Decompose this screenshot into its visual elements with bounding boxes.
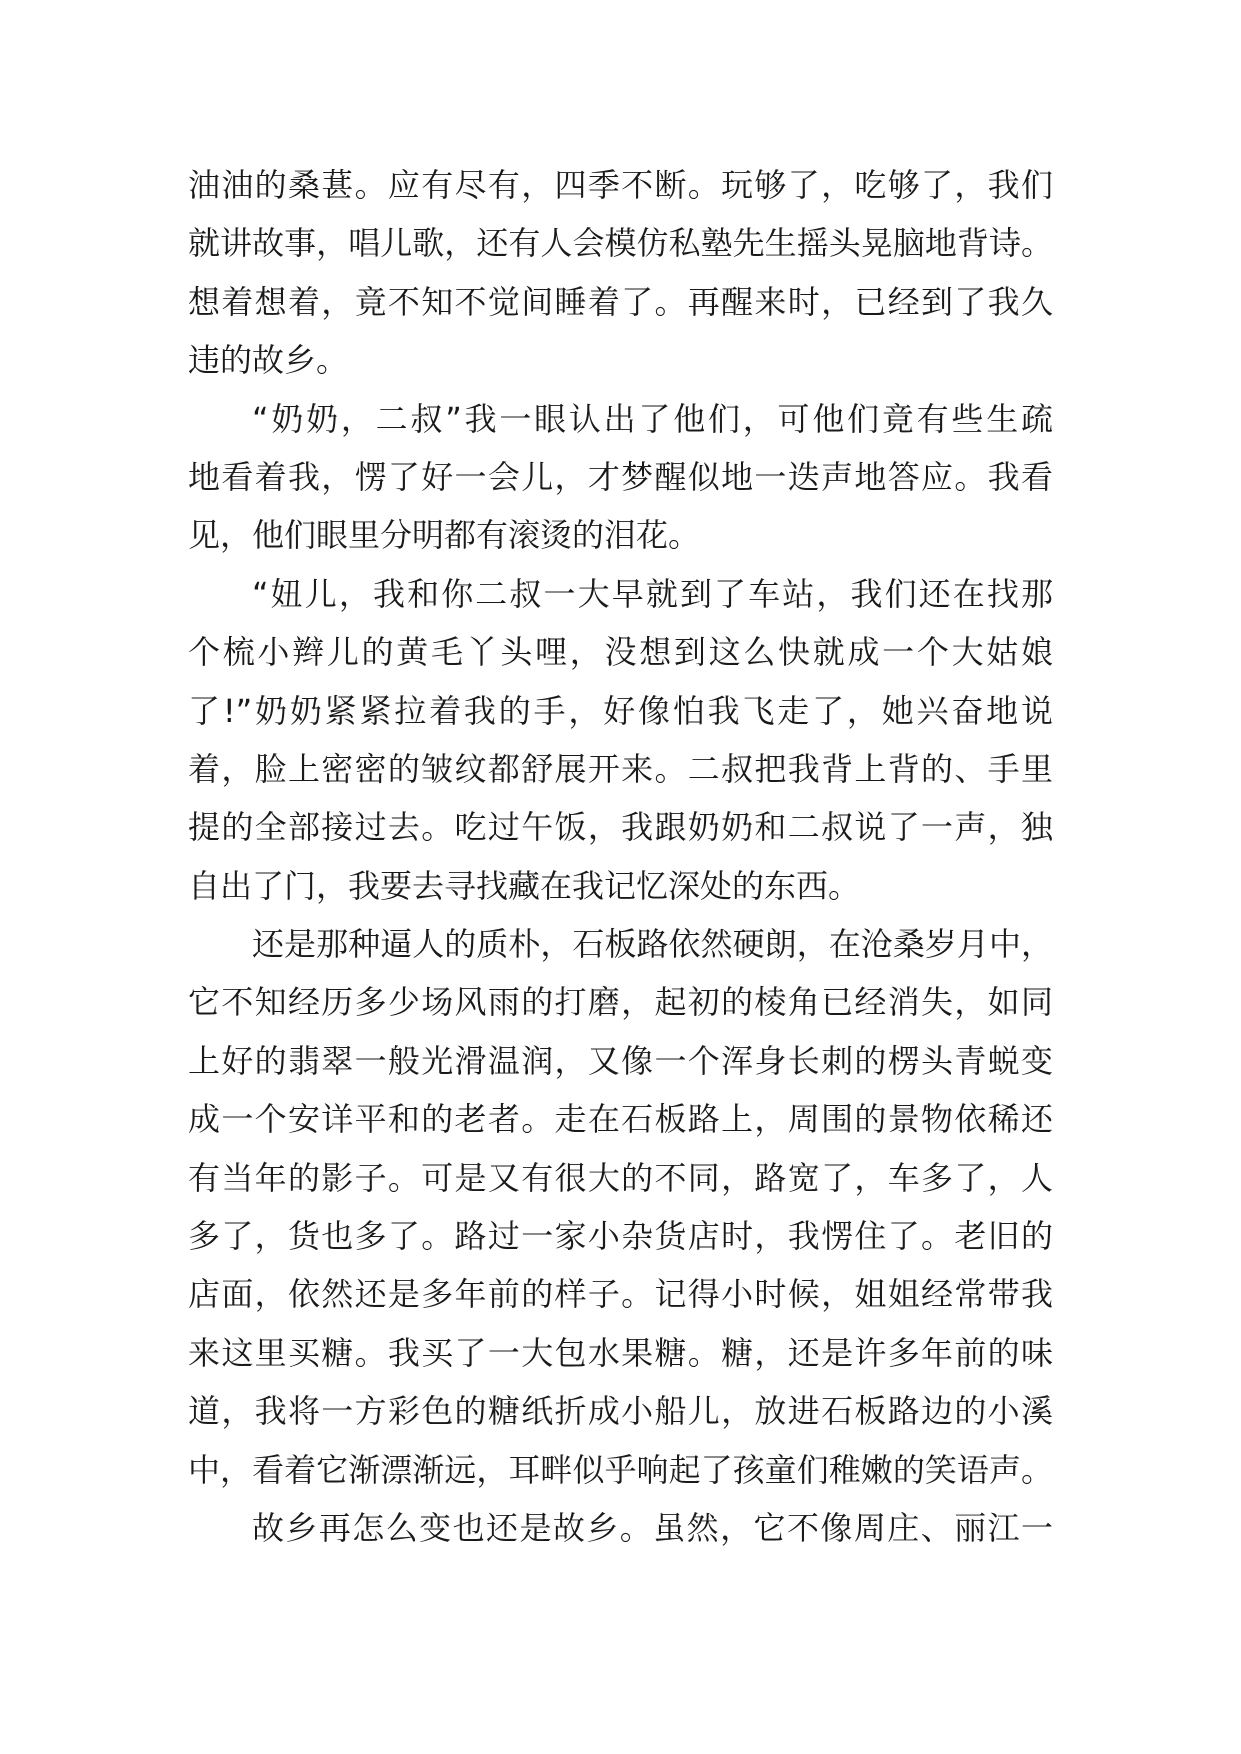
text-line: 油油的桑葚。应有尽有，四季不断。玩够了，吃够了，我们	[188, 166, 1053, 204]
text-line: “奶奶，二叔”我一眼认出了他们，可他们竟有些生疏	[252, 399, 1053, 438]
text-line: 它不知经历多少场风雨的打磨，起初的棱角已经消失，如同	[188, 983, 1053, 1022]
body-text	[188, 156, 1053, 1557]
text-line: 地看着我，愣了好一会儿，才梦醒似地一迭声地答应。我看	[188, 457, 1053, 496]
text-line: 提的全部接过去。吃过午饭，我跟奶奶和二叔说了一声，独	[188, 808, 1053, 847]
text-line: 故乡再怎么变也还是故乡。虽然，它不像周庄、丽江一	[252, 1508, 1053, 1547]
text-line: 自出了门，我要去寻找藏在我记忆深处的东西。	[188, 866, 861, 905]
text-line: 还是那种逼人的质朴，石板路依然硬朗，在沧桑岁月中，	[252, 925, 1053, 964]
text-line: 店面，依然还是多年前的样子。记得小时候，姐姐经常带我	[188, 1275, 1053, 1314]
text-line: 有当年的影子。可是又有很大的不同，路宽了，车多了，人	[188, 1158, 1053, 1197]
text-line: 了!”奶奶紧紧拉着我的手，好像怕我飞走了，她兴奋地说	[188, 691, 1053, 730]
text-line: 想着想着，竟不知不觉间睡着了。再醒来时，已经到了我久	[188, 282, 1053, 321]
text-line: 成一个安详平和的老者。走在石板路上，周围的景物依稀还	[188, 1100, 1053, 1139]
text-line: 个梳小辫儿的黄毛丫头哩，没想到这么快就成一个大姑娘	[188, 633, 1053, 672]
text-line: 违的故乡。	[188, 341, 349, 380]
text-line: 来这里买糖。我买了一大包水果糖。糖，还是许多年前的味	[188, 1333, 1053, 1372]
text-line: 道，我将一方彩色的糖纸折成小船儿，放进石板路边的小溪	[188, 1392, 1053, 1431]
text-line: 见，他们眼里分明都有滚烫的泪花。	[188, 516, 701, 555]
text-line: 着，脸上密密的皱纹都舒展开来。二叔把我背上背的、手里	[188, 749, 1053, 788]
text-line: 多了，货也多了。路过一家小杂货店时，我愣住了。老旧的	[188, 1217, 1053, 1256]
text-line: 就讲故事，唱儿歌，还有人会模仿私塾先生摇头晃脑地背诗。	[188, 224, 1053, 263]
text-line: “妞儿，我和你二叔一大早就到了车站，我们还在找那	[252, 574, 1053, 613]
text-line: 中，看着它渐漂渐远，耳畔似乎响起了孩童们稚嫩的笑语声。	[188, 1450, 1053, 1489]
text-line: 上好的翡翠一般光滑温润，又像一个浑身长刺的楞头青蜕变	[188, 1041, 1053, 1080]
